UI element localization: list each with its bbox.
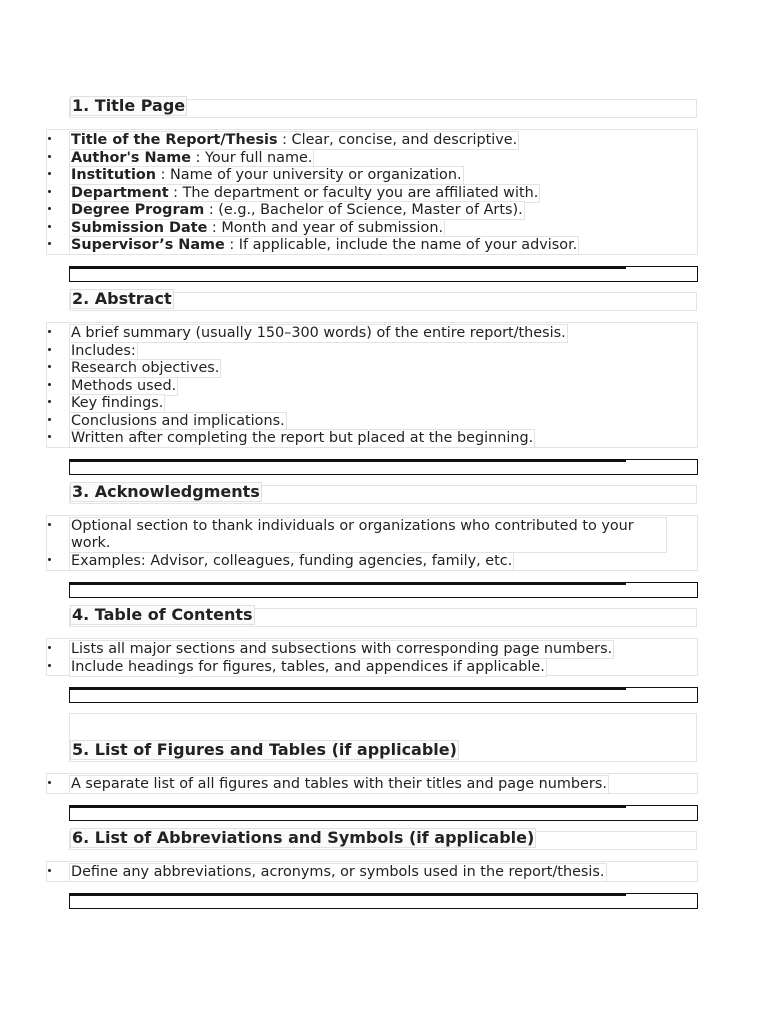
bullet-icon [48,190,51,193]
list-item-body: Written after completing the report but placed at the beginning. [71,430,534,446]
list-item-label: Institution [71,167,157,183]
list-item-body: Optional section to thank individuals or organizations who contributed to your work. [71,518,634,551]
bullet-icon [48,664,51,667]
bullet-icon [48,400,51,403]
list-item-body: Include headings for figures, tables, and appendices if applicable. [71,658,545,675]
list-item-body: : If applicable, include the name of your advisor. [224,237,578,253]
rule-line [70,460,626,462]
bullet-list [46,638,698,676]
list-item-text [69,131,519,150]
list-item-body: : Name of your university or organization. [156,167,462,183]
bullet-icon [48,418,51,421]
bullet-icon [48,242,51,245]
list-item-body: : The department or faculty you are affiliated with. [168,184,539,201]
list-item-text [69,201,525,220]
list-item [47,517,667,551]
list-item-label: Department [71,184,169,201]
list-item-body: Define any abbreviations, acronyms, or symbols used in the report/thesis. [71,864,605,880]
bullet-icon [48,207,51,210]
list-item-body: Research objectives. [71,360,220,376]
bullet-icon [48,383,51,386]
bullet-icon [48,781,51,784]
rule-line [70,806,626,808]
list-item-body: A brief summary (usually 150–300 words) of the entire report/thesis. [71,325,566,341]
list-item-label: Submission Date [71,219,208,236]
list-item-body: : (e.g., Bachelor of Science, Master of Arts). [204,202,523,218]
list-item-text [69,324,568,343]
horizontal-rule [69,893,698,909]
horizontal-rule [69,266,698,282]
list-item-text [69,219,445,238]
list-item-body: Conclusions and implications. [71,412,285,429]
section-heading: 2. Abstract [72,289,172,308]
list-item-text [69,394,165,413]
list-item-text [69,377,178,396]
bullet-icon [48,225,51,228]
list-item-body: Lists all major sections and subsections with corresponding page numbers. [71,641,613,657]
rule-line [70,688,626,690]
list-item-text [69,429,535,448]
bullet-icon [48,365,51,368]
rule-line [70,267,626,269]
horizontal-rule [69,459,698,475]
bullet-icon [48,869,51,872]
list-item-label: Author's Name [71,149,191,166]
list-item-text [69,184,540,203]
horizontal-rule [69,687,698,703]
bullet-icon [48,435,51,438]
list-item-text [69,359,221,378]
horizontal-rule [69,805,698,821]
section-heading-box [69,289,697,311]
list-item-text [69,517,667,553]
list-item-text [69,863,607,882]
section-heading: 5. List of Figures and Tables (if applicable) [72,740,457,759]
list-item-text [69,166,464,185]
list-item-body: : Month and year of submission. [207,219,444,236]
horizontal-rule [69,582,698,598]
bullet-icon [48,646,51,649]
section-heading-box [69,96,697,118]
section-heading-box [69,482,697,504]
bullet-icon [48,172,51,175]
list-item-body: Key findings. [71,395,164,411]
bullet-icon [48,523,51,526]
list-item-text [69,552,514,571]
list-item-text [69,236,579,255]
section-heading: 3. Acknowledgments [72,482,260,501]
bullet-icon [48,330,51,333]
list-item-text [69,342,138,361]
list-item-text [69,412,287,431]
list-item-label: Title of the Report/Thesis [71,132,278,148]
section-heading-box [69,605,697,627]
list-item-label: Supervisor’s Name [71,237,225,253]
list-item-text [69,658,547,677]
section-heading-box [69,713,697,762]
bullet-icon [48,348,51,351]
bullet-icon [48,137,51,140]
list-item-text [69,640,614,659]
bullet-list [46,861,698,882]
section-heading: 4. Table of Contents [72,605,253,624]
section-heading: 6. List of Abbreviations and Symbols (if applicable) [72,828,535,847]
list-item-label: Degree Program [71,202,205,218]
bullet-list [46,773,698,794]
list-item-text [69,775,609,794]
list-item-text [69,149,314,168]
list-item-body: Methods used. [71,377,177,394]
section-heading: 1. Title Page [72,96,186,115]
list-item-body: Includes: [71,342,136,359]
bullet-icon [48,558,51,561]
bullet-icon [48,155,51,158]
list-item-body: Examples: Advisor, colleagues, funding agencies, family, etc. [71,553,513,569]
bullet-list [46,322,698,448]
rule-line [70,583,626,585]
rule-line [70,894,626,896]
section-heading-box [69,828,697,850]
list-item-body: : Clear, concise, and descriptive. [277,132,518,148]
list-item-body: : Your full name. [190,149,313,166]
bullet-list [46,129,698,255]
bullet-list [46,515,698,571]
list-item-body: A separate list of all figures and tables with their titles and page numbers. [71,776,607,792]
